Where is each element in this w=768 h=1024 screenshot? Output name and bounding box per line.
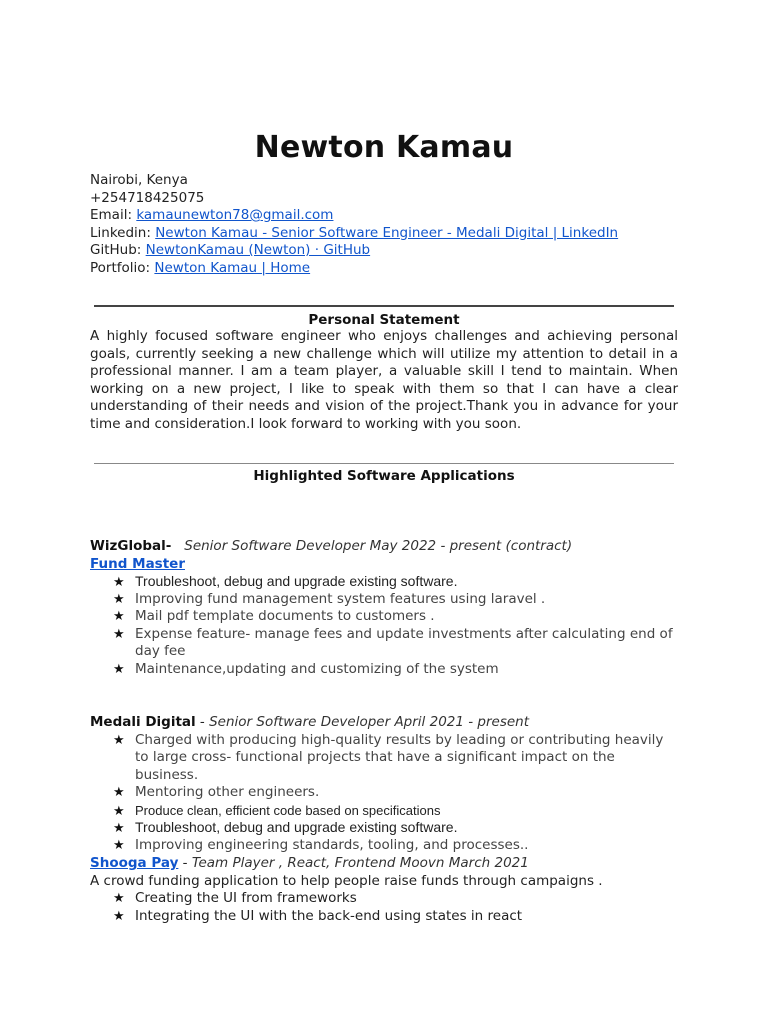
separator: - xyxy=(178,855,192,871)
personal-statement-body: A highly focused software engineer who enjoys challenges and achieving personal goals, currently seeking a new challenge which will utilize my attention to detail in a professional manner. I am a team player, a valuable skill I tend to maintain. When working on a new project, I like to speak with them so that I can have a clear understanding of their needs and vision of the project.Thank you in advance for your time and consideration.I look forward to working with you soon. xyxy=(90,328,678,432)
list-item: ★ Creating the UI from frameworks xyxy=(113,890,357,906)
job-role: Senior Software Developer April 2021 - present xyxy=(209,714,530,730)
separator: - xyxy=(195,714,210,730)
section-divider xyxy=(94,463,674,464)
applications-title: Highlighted Software Applications xyxy=(253,468,515,484)
star-icon: ★ xyxy=(113,626,125,642)
star-icon: ★ xyxy=(113,591,125,607)
list-item: ★ Mail pdf template documents to customers . xyxy=(113,608,435,624)
company-name: Medali Digital xyxy=(90,714,196,730)
bullet-list xyxy=(90,890,678,925)
project-link-fund-master[interactable]: Fund Master xyxy=(90,555,185,572)
star-icon: ★ xyxy=(113,837,125,853)
list-item: ★ Improving fund management system features using laravel . xyxy=(113,590,546,607)
job-header xyxy=(90,538,678,556)
email-row xyxy=(90,207,618,225)
list-item: ★ Charged with producing high-quality results by leading or contributing heavily to large cross- functional projects that have a significant impact on the business. xyxy=(113,731,664,783)
email-label: Email: xyxy=(90,207,133,223)
bullet-list xyxy=(90,732,678,855)
portfolio-link[interactable]: Newton Kamau | Home xyxy=(154,259,311,276)
linkedin-row xyxy=(90,225,618,243)
resume-name: Newton Kamau xyxy=(254,130,514,165)
list-item: ★ Improving engineering standards, tooling, and processes.. xyxy=(113,836,529,853)
linkedin-label: Linkedin: xyxy=(90,224,151,241)
star-icon: ★ xyxy=(113,609,125,624)
github-label: GitHub: xyxy=(90,242,142,258)
star-icon: ★ xyxy=(113,820,125,835)
bullet-list xyxy=(90,573,678,678)
github-link[interactable]: NewtonKamau (Newton) · GitHub xyxy=(145,242,371,258)
list-item: ★ Expense feature- manage fees and update investments after calculating end of day fee xyxy=(113,625,673,659)
job-role: Team Player , React, Frontend Moovn March 2021 xyxy=(191,855,529,871)
portfolio-row xyxy=(90,260,618,278)
list-item: ★ Troubleshoot, debug and upgrade existing software. xyxy=(113,819,458,835)
list-item: ★ Maintenance,updating and customizing of the system xyxy=(113,660,499,677)
email-link[interactable]: kamaunewton78@gmail.com xyxy=(136,207,334,223)
phone: +254718425075 xyxy=(90,189,205,206)
star-icon: ★ xyxy=(113,802,125,818)
job-entry-wizglobal xyxy=(90,538,678,678)
linkedin-link[interactable]: Newton Kamau - Senior Software Engineer - Medali Digital | LinkedIn xyxy=(155,224,619,241)
star-icon: ★ xyxy=(113,891,125,906)
company-name: WizGlobal- xyxy=(90,538,172,554)
list-item: ★ Produce clean, efficient code based on specifications xyxy=(113,802,441,818)
portfolio-label: Portfolio: xyxy=(90,259,151,276)
star-icon: ★ xyxy=(113,732,125,748)
list-item: ★ Integrating the UI with the back-end using states in react xyxy=(113,907,523,924)
job-role: Senior Software Developer May 2022 - present (contract) xyxy=(184,538,573,554)
list-item: ★ Mentoring other engineers. xyxy=(113,784,320,800)
location: Nairobi, Kenya xyxy=(90,172,188,188)
section-divider xyxy=(94,305,674,307)
star-icon: ★ xyxy=(113,785,125,800)
contact-block xyxy=(90,172,618,277)
job-header xyxy=(90,714,678,732)
job-entry-shooga-pay xyxy=(90,855,678,925)
github-row xyxy=(90,242,618,260)
star-icon: ★ xyxy=(113,661,125,677)
job-entry-medali xyxy=(90,714,678,854)
star-icon: ★ xyxy=(113,908,125,924)
star-icon: ★ xyxy=(113,574,125,589)
project-link-shooga-pay[interactable]: Shooga Pay xyxy=(90,855,179,871)
project-description: A crowd funding application to help people raise funds through campaigns . xyxy=(90,872,603,889)
job-header xyxy=(90,855,678,873)
personal-statement-title: Personal Statement xyxy=(308,312,460,328)
list-item: ★ Troubleshoot, debug and upgrade existing software. xyxy=(113,573,458,589)
